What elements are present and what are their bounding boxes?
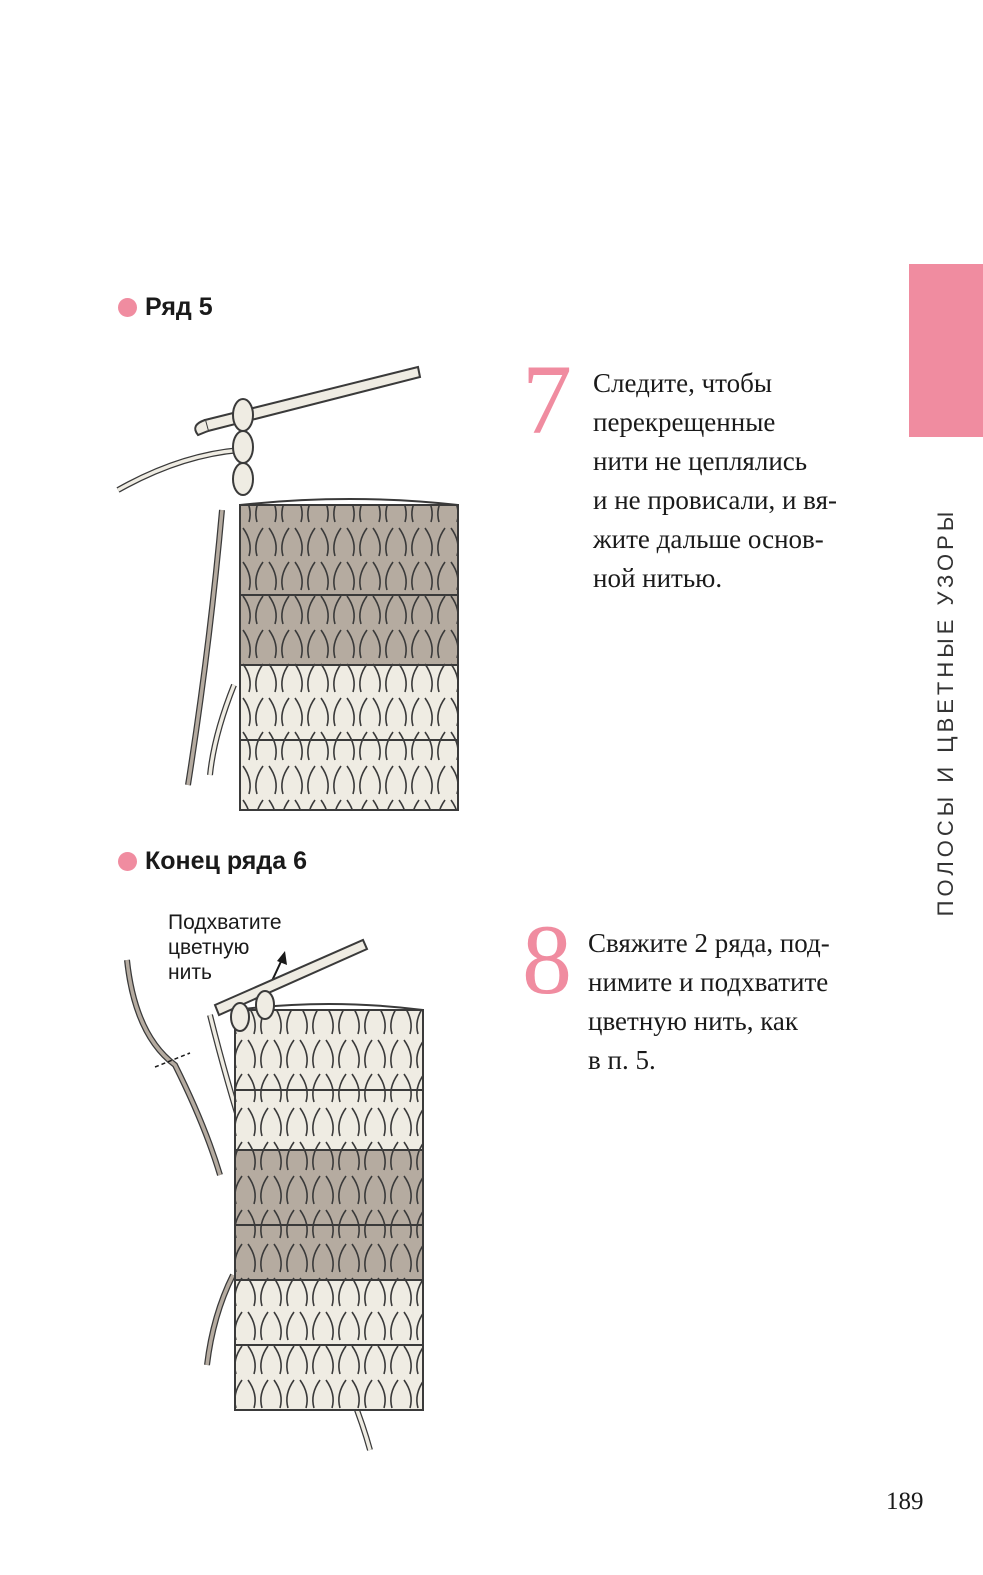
step-7-text: [593, 364, 837, 598]
text-line: нимите и подхватите: [588, 967, 829, 997]
text-line: Свяжите 2 ряда, под-: [588, 928, 830, 958]
step-8-text: [588, 924, 830, 1080]
step-number-8: 8: [522, 904, 572, 1015]
crochet-illustration-row5: [110, 355, 470, 820]
text-line: ной нитью.: [593, 563, 723, 593]
section-tab: [909, 264, 983, 437]
callout-line: нить: [168, 961, 212, 984]
text-line: перекрещенные: [593, 407, 776, 437]
text-line: Следите, чтобы: [593, 368, 772, 398]
bullet-dot-icon: [118, 298, 137, 317]
page-number: 189: [886, 1488, 924, 1515]
text-line: нити не цеплялись: [593, 446, 808, 476]
section-title: ПОЛОСЫ И ЦВЕТНЫЕ УЗОРЫ: [933, 507, 958, 917]
text-line: в п. 5.: [588, 1045, 656, 1075]
bullet-dot-icon: [118, 852, 137, 871]
callout-line: Подхватите: [168, 911, 282, 934]
step-number-7: 7: [522, 344, 572, 455]
text-line: и не провисали, и вя-: [593, 485, 837, 515]
figure-label-text: Ряд 5: [145, 293, 213, 321]
figure-label-row6-end: [118, 847, 307, 876]
figure-label-row5: [118, 293, 213, 322]
crochet-illustration-row6-end: [115, 935, 445, 1455]
text-line: цветную нить, как: [588, 1006, 799, 1036]
text-line: жите дальше основ-: [593, 524, 824, 554]
callout-line: цветную: [168, 936, 250, 959]
figure-label-text: Конец ряда 6: [145, 847, 307, 875]
